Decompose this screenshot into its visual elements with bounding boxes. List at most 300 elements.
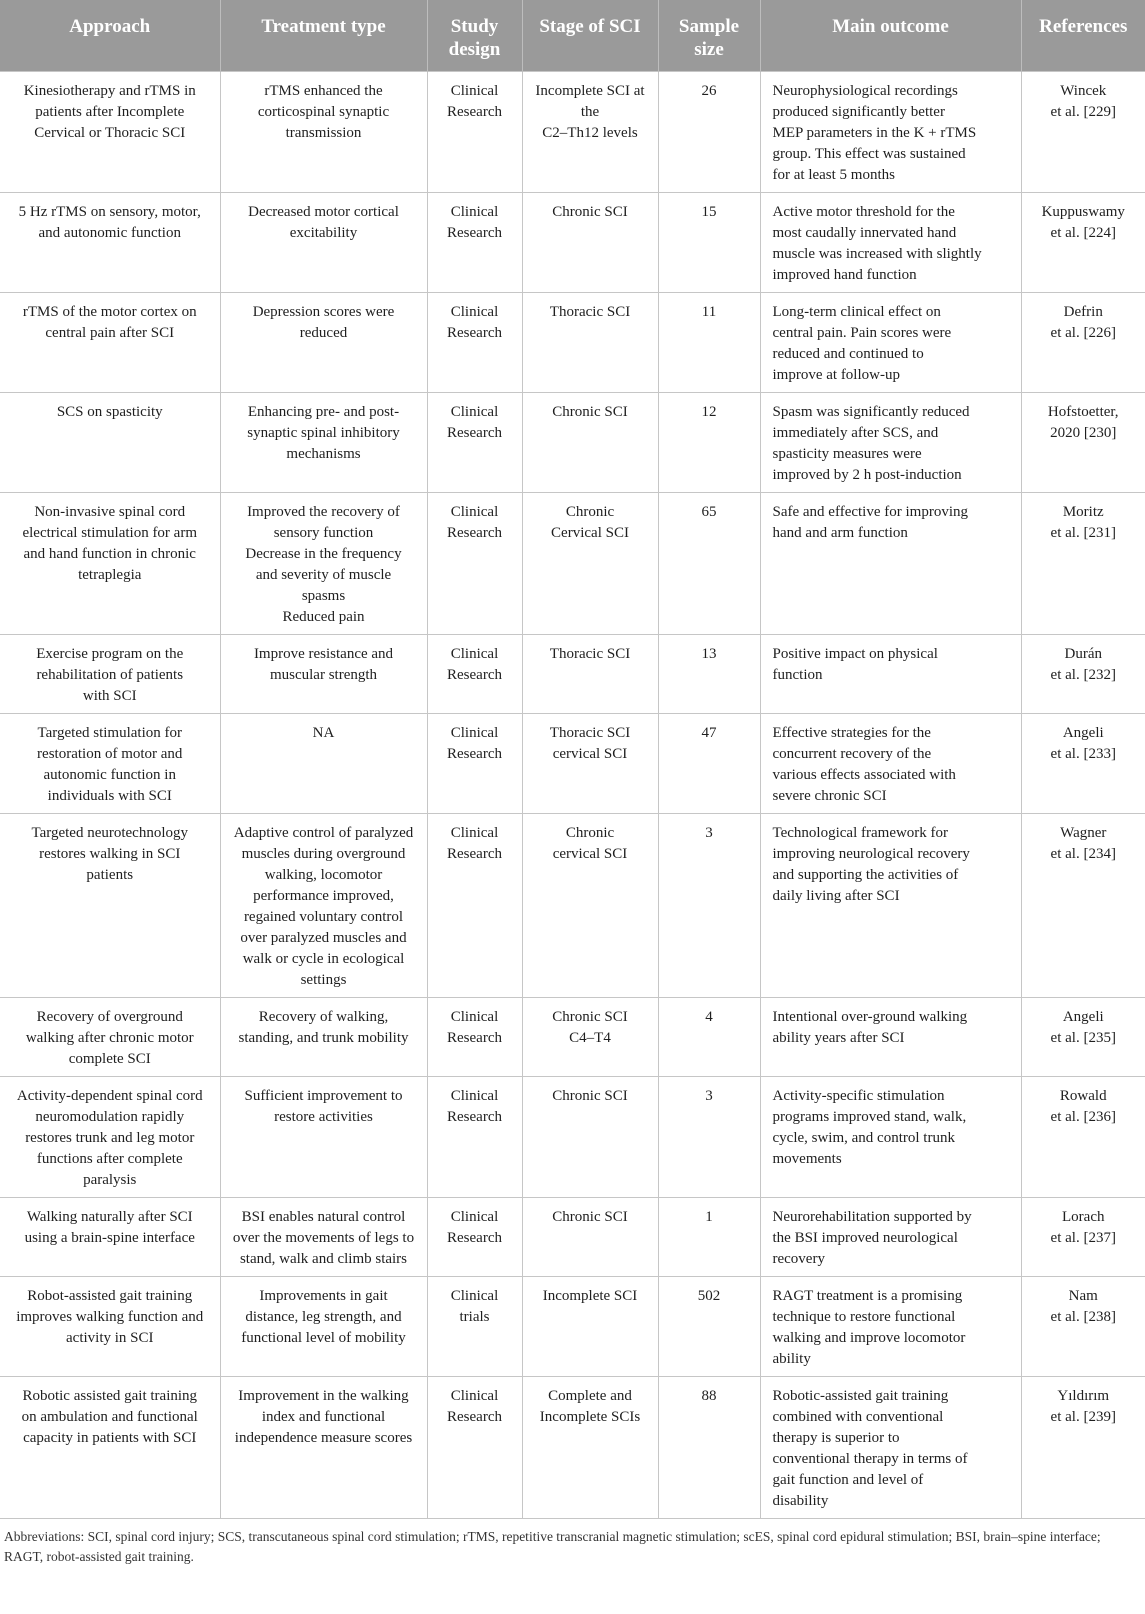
cell-line: Chronic SCI bbox=[552, 204, 628, 220]
cell-line: MEP parameters in the K + rTMS bbox=[772, 125, 977, 141]
study-design-cell bbox=[427, 393, 522, 493]
main-outcome-cell bbox=[760, 293, 1021, 393]
sample-size-cell bbox=[658, 72, 760, 193]
cell-line: Intentional over-ground walking bbox=[772, 1009, 968, 1025]
cell-line: Neurophysiological recordings bbox=[772, 83, 958, 99]
sample-size-cell bbox=[658, 193, 760, 293]
cell-line: Recovery of walking, bbox=[258, 1009, 389, 1025]
cell-line: Clinical bbox=[450, 1388, 499, 1404]
cell-line: movements bbox=[772, 1151, 842, 1167]
cell-line: distance, leg strength, and bbox=[245, 1309, 402, 1325]
cell-line: over paralyzed muscles and bbox=[240, 930, 407, 946]
study-design-cell bbox=[427, 1198, 522, 1277]
cell-line: 47 bbox=[701, 725, 717, 741]
cell-line: combined with conventional bbox=[772, 1409, 944, 1425]
cell-line: Research bbox=[447, 525, 502, 541]
study-design-cell bbox=[427, 1377, 522, 1519]
cell-line: tetraplegia bbox=[78, 567, 142, 583]
stage-cell bbox=[522, 1198, 658, 1277]
cell-line: Research bbox=[447, 104, 502, 120]
stage-cell bbox=[522, 493, 658, 635]
stage-cell bbox=[522, 998, 658, 1077]
cell-line: Decrease in the frequency bbox=[245, 546, 402, 562]
cell-line: Sufficient improvement to bbox=[244, 1088, 403, 1104]
cell-line: Improvements in gait bbox=[259, 1288, 388, 1304]
cell-line: Chronic SCI bbox=[552, 404, 628, 420]
cell-line: 2020 [230] bbox=[1050, 425, 1117, 441]
main-outcome-cell bbox=[760, 193, 1021, 293]
cell-line: corticospinal synaptic bbox=[257, 104, 390, 120]
references-cell bbox=[1021, 72, 1145, 193]
cell-line: with SCI bbox=[82, 688, 137, 704]
cell-line: Research bbox=[447, 425, 502, 441]
approach-cell bbox=[0, 193, 220, 293]
cell-line: Clinical bbox=[450, 1288, 499, 1304]
cell-line: Spasm was significantly reduced bbox=[772, 404, 970, 420]
table-row bbox=[0, 1198, 1145, 1277]
stage-header bbox=[522, 0, 658, 72]
study-design-cell bbox=[427, 72, 522, 193]
approach-cell bbox=[0, 1377, 220, 1519]
cell-line: Activity-specific stimulation bbox=[772, 1088, 945, 1104]
cell-line: Moritz bbox=[1062, 504, 1104, 520]
table-row bbox=[0, 1377, 1145, 1519]
cell-line: Walking naturally after SCI bbox=[26, 1209, 193, 1225]
stage-cell bbox=[522, 714, 658, 814]
cell-line: RAGT treatment is a promising bbox=[772, 1288, 963, 1304]
references-cell bbox=[1021, 193, 1145, 293]
main-outcome-cell bbox=[760, 1277, 1021, 1377]
cell-line: walk or cycle in ecological bbox=[242, 951, 405, 967]
cell-line: et al. [237] bbox=[1050, 1230, 1116, 1246]
treatment-type-cell bbox=[220, 1277, 427, 1377]
cell-line: 13 bbox=[701, 646, 717, 662]
cell-line: individuals with SCI bbox=[47, 788, 172, 804]
main-outcome-cell bbox=[760, 714, 1021, 814]
cell-line: walking, locomotor bbox=[264, 867, 383, 883]
main-outcome-cell bbox=[760, 493, 1021, 635]
cell-line: restore activities bbox=[274, 1109, 373, 1125]
cell-line: improving neurological recovery bbox=[772, 846, 970, 862]
header-line: Stage of SCI bbox=[539, 16, 641, 37]
cell-line: group. This effect was sustained bbox=[772, 146, 966, 162]
cell-line: Research bbox=[447, 746, 502, 762]
cell-line: Clinical bbox=[450, 825, 499, 841]
cell-line: functional level of mobility bbox=[241, 1330, 406, 1346]
cell-line: programs improved stand, walk, bbox=[772, 1109, 967, 1125]
cell-line: Clinical bbox=[450, 646, 499, 662]
cell-line: Research bbox=[447, 667, 502, 683]
cell-line: Cervical or Thoracic SCI bbox=[34, 125, 186, 141]
cell-line: Non-invasive spinal cord bbox=[34, 504, 186, 520]
cell-line: 1 bbox=[705, 1209, 713, 1225]
table-row bbox=[0, 1277, 1145, 1377]
study-design-cell bbox=[427, 1277, 522, 1377]
cell-line: paralysis bbox=[83, 1172, 137, 1188]
cell-line: capacity in patients with SCI bbox=[23, 1430, 197, 1446]
cell-line: Research bbox=[447, 1409, 502, 1425]
cell-line: Clinical bbox=[450, 504, 499, 520]
cell-line: and severity of muscle bbox=[255, 567, 392, 583]
cell-line: index and functional bbox=[261, 1409, 386, 1425]
table-row bbox=[0, 393, 1145, 493]
approach-cell bbox=[0, 72, 220, 193]
table-row bbox=[0, 998, 1145, 1077]
stage-cell bbox=[522, 393, 658, 493]
cell-line: Safe and effective for improving bbox=[772, 504, 968, 520]
cell-line: Clinical bbox=[450, 304, 499, 320]
approach-cell bbox=[0, 293, 220, 393]
cell-line: restores trunk and leg motor bbox=[25, 1130, 195, 1146]
header-line: Study bbox=[450, 16, 499, 37]
cell-line: therapy is superior to bbox=[772, 1430, 900, 1446]
treatment-type-cell bbox=[220, 72, 427, 193]
header-row bbox=[0, 0, 1145, 72]
cell-line: Chronic bbox=[565, 504, 615, 520]
cell-line: Positive impact on physical bbox=[772, 646, 938, 662]
cell-line: Robotic-assisted gait training bbox=[772, 1388, 949, 1404]
cell-line: central pain after SCI bbox=[45, 325, 175, 341]
cell-line: the bbox=[580, 104, 600, 120]
cell-line: various effects associated with bbox=[772, 767, 956, 783]
study-design-cell bbox=[427, 1077, 522, 1198]
approach-cell bbox=[0, 493, 220, 635]
references-header bbox=[1021, 0, 1145, 72]
cell-line: synaptic spinal inhibitory bbox=[247, 425, 400, 441]
cell-line: spasms bbox=[301, 588, 346, 604]
cell-line: improved by 2 h post-induction bbox=[772, 467, 962, 483]
cell-line: gait function and level of bbox=[772, 1472, 924, 1488]
approach-cell bbox=[0, 814, 220, 998]
table-row bbox=[0, 814, 1145, 998]
treatment-type-cell bbox=[220, 393, 427, 493]
cell-line: Chronic SCI bbox=[552, 1088, 628, 1104]
treatment-type-cell bbox=[220, 193, 427, 293]
cell-line: C4–T4 bbox=[569, 1030, 611, 1046]
cell-line: trials bbox=[459, 1309, 490, 1325]
cell-line: Kuppuswamy bbox=[1041, 204, 1125, 220]
table-row bbox=[0, 1077, 1145, 1198]
stage-cell bbox=[522, 293, 658, 393]
treatment-type-header bbox=[220, 0, 427, 72]
cell-line: Activity-dependent spinal cord bbox=[16, 1088, 203, 1104]
stage-cell bbox=[522, 635, 658, 714]
cell-line: Recovery of overground bbox=[36, 1009, 183, 1025]
sample-size-cell bbox=[658, 1198, 760, 1277]
cell-line: electrical stimulation for arm bbox=[22, 525, 197, 541]
references-cell bbox=[1021, 635, 1145, 714]
cell-line: ability years after SCI bbox=[772, 1030, 905, 1046]
cell-line: Effective strategies for the bbox=[772, 725, 931, 741]
cell-line: et al. [233] bbox=[1050, 746, 1116, 762]
cell-line: patients bbox=[86, 867, 134, 883]
cell-line: independence measure scores bbox=[234, 1430, 413, 1446]
treatment-type-cell bbox=[220, 293, 427, 393]
treatment-type-cell bbox=[220, 493, 427, 635]
approach-cell bbox=[0, 1077, 220, 1198]
references-cell bbox=[1021, 1377, 1145, 1519]
cell-line: et al. [238] bbox=[1050, 1309, 1116, 1325]
treatment-type-cell bbox=[220, 1077, 427, 1198]
footnote: Abbreviations: SCI, spinal cord injury; SCS, transcutaneous spinal cord stimulation; rTMS, repetitive transcranial magnetic stimulation; scES, spinal cord epidural stimulation; BSI, brain–spine interface; RAGT, robot-assisted gait training. bbox=[4, 1529, 1101, 1564]
cell-line: Lorach bbox=[1062, 1209, 1105, 1225]
cell-line: Yıldırım bbox=[1057, 1388, 1110, 1404]
approach-cell bbox=[0, 998, 220, 1077]
cell-line: over the movements of legs to bbox=[232, 1230, 415, 1246]
cell-line: rehabilitation of patients bbox=[36, 667, 184, 683]
cell-line: Research bbox=[447, 325, 502, 341]
cell-line: activity in SCI bbox=[66, 1330, 154, 1346]
cell-line: et al. [229] bbox=[1050, 104, 1116, 120]
sample-size-cell bbox=[658, 1077, 760, 1198]
sample-size-cell bbox=[658, 1277, 760, 1377]
cell-line: Kinesiotherapy and rTMS in bbox=[23, 83, 196, 99]
cell-line: Thoracic SCI bbox=[549, 725, 631, 741]
approach-header bbox=[0, 0, 220, 72]
main-outcome-cell bbox=[760, 1198, 1021, 1277]
cell-line: Chronic bbox=[565, 825, 615, 841]
table-row bbox=[0, 635, 1145, 714]
cell-line: muscular strength bbox=[269, 667, 378, 683]
sample-size-cell bbox=[658, 393, 760, 493]
cell-line: Neurorehabilitation supported by bbox=[772, 1209, 972, 1225]
references-cell bbox=[1021, 493, 1145, 635]
cell-line: Clinical bbox=[450, 204, 499, 220]
cell-line: Improve resistance and bbox=[253, 646, 394, 662]
cell-line: regained voluntary control bbox=[243, 909, 404, 925]
approach-cell bbox=[0, 1198, 220, 1277]
cell-line: Clinical bbox=[450, 83, 499, 99]
study-design-cell bbox=[427, 814, 522, 998]
cell-line: restoration of motor and bbox=[37, 746, 183, 762]
cell-line: cervical SCI bbox=[552, 846, 628, 862]
sample-size-cell bbox=[658, 293, 760, 393]
references-cell bbox=[1021, 714, 1145, 814]
cell-line: Decreased motor cortical bbox=[248, 204, 399, 220]
sample-size-cell bbox=[658, 493, 760, 635]
cell-line: cycle, swim, and control trunk bbox=[772, 1130, 955, 1146]
cell-line: Adaptive control of paralyzed bbox=[233, 825, 414, 841]
cell-line: and supporting the activities of bbox=[772, 867, 959, 883]
cell-line: most caudally innervated hand bbox=[772, 225, 957, 241]
references-cell bbox=[1021, 814, 1145, 998]
stage-cell bbox=[522, 193, 658, 293]
cell-line: performance improved, bbox=[253, 888, 394, 904]
cell-line: sensory function bbox=[273, 525, 374, 541]
cell-line: Clinical bbox=[450, 1209, 499, 1225]
cell-line: muscles during overground bbox=[241, 846, 406, 862]
stage-cell bbox=[522, 1277, 658, 1377]
cell-line: 502 bbox=[697, 1288, 721, 1304]
cell-line: severe chronic SCI bbox=[772, 788, 887, 804]
cell-line: Complete and bbox=[548, 1388, 632, 1404]
cell-line: 12 bbox=[701, 404, 717, 420]
cell-line: disability bbox=[772, 1493, 829, 1509]
cell-line: the BSI improved neurological bbox=[772, 1230, 958, 1246]
cell-line: Targeted stimulation for bbox=[37, 725, 182, 741]
cell-line: Robotic assisted gait training bbox=[22, 1388, 198, 1404]
cell-line: rTMS of the motor cortex on bbox=[22, 304, 197, 320]
cell-line: Incomplete SCI at bbox=[535, 83, 645, 99]
cell-line: Defrin bbox=[1063, 304, 1103, 320]
cell-line: Improved the recovery of bbox=[247, 504, 400, 520]
cell-line: immediately after SCS, and bbox=[772, 425, 939, 441]
cell-line: Clinical bbox=[450, 1009, 499, 1025]
approach-cell bbox=[0, 635, 220, 714]
cell-line: autonomic function in bbox=[43, 767, 176, 783]
cell-line: C2–Th12 levels bbox=[542, 125, 638, 141]
cell-line: Research bbox=[447, 1109, 502, 1125]
cell-line: and hand function in chronic bbox=[23, 546, 196, 562]
study-design-cell bbox=[427, 635, 522, 714]
cell-line: improved hand function bbox=[772, 267, 917, 283]
cell-line: for at least 5 months bbox=[772, 167, 895, 183]
cell-line: Research bbox=[447, 1230, 502, 1246]
sample-size-cell bbox=[658, 714, 760, 814]
treatment-type-cell bbox=[220, 1377, 427, 1519]
cell-line: Research bbox=[447, 846, 502, 862]
main-outcome-cell bbox=[760, 998, 1021, 1077]
cell-line: Hofstoetter, bbox=[1047, 404, 1119, 420]
cell-line: 11 bbox=[701, 304, 717, 320]
cell-line: et al. [226] bbox=[1050, 325, 1116, 341]
header-line: Treatment type bbox=[261, 16, 386, 37]
cell-line: Thoracic SCI bbox=[549, 646, 631, 662]
table-row bbox=[0, 714, 1145, 814]
cell-line: improve at follow-up bbox=[772, 367, 900, 383]
cell-line: Exercise program on the bbox=[36, 646, 184, 662]
main-outcome-cell bbox=[760, 635, 1021, 714]
main-outcome-cell bbox=[760, 72, 1021, 193]
cell-line: 5 Hz rTMS on sensory, motor, bbox=[18, 204, 201, 220]
treatment-type-cell bbox=[220, 635, 427, 714]
cell-line: recovery bbox=[772, 1251, 825, 1267]
cell-line: walking and improve locomotor bbox=[772, 1330, 966, 1346]
cell-line: Research bbox=[447, 1030, 502, 1046]
cell-line: Improvement in the walking bbox=[238, 1388, 409, 1404]
header-line: size bbox=[694, 39, 724, 60]
sample-size-cell bbox=[658, 814, 760, 998]
references-cell bbox=[1021, 1277, 1145, 1377]
table-row bbox=[0, 293, 1145, 393]
cell-line: function bbox=[772, 667, 823, 683]
cell-line: transmission bbox=[285, 125, 362, 141]
stage-cell bbox=[522, 814, 658, 998]
cell-line: Rowald bbox=[1059, 1088, 1107, 1104]
references-cell bbox=[1021, 393, 1145, 493]
cell-line: Chronic SCI bbox=[552, 1009, 628, 1025]
cell-line: hand and arm function bbox=[772, 525, 908, 541]
cell-line: daily living after SCI bbox=[772, 888, 900, 904]
treatment-type-cell bbox=[220, 814, 427, 998]
table-body bbox=[0, 72, 1145, 1519]
cell-line: cervical SCI bbox=[552, 746, 628, 762]
cell-line: Angeli bbox=[1062, 1009, 1104, 1025]
cell-line: conventional therapy in terms of bbox=[772, 1451, 968, 1467]
cell-line: Clinical bbox=[450, 1088, 499, 1104]
approach-cell bbox=[0, 393, 220, 493]
cell-line: 26 bbox=[701, 83, 717, 99]
cell-line: et al. [231] bbox=[1050, 525, 1116, 541]
study-design-cell bbox=[427, 998, 522, 1077]
cell-line: Reduced pain bbox=[282, 609, 365, 625]
cell-line: Wincek bbox=[1060, 83, 1107, 99]
approach-cell bbox=[0, 714, 220, 814]
cell-line: 3 bbox=[705, 825, 713, 841]
sample-size-header bbox=[658, 0, 760, 72]
cell-line: Technological framework for bbox=[772, 825, 949, 841]
table-row bbox=[0, 193, 1145, 293]
main-outcome-header bbox=[760, 0, 1021, 72]
cell-line: patients after Incomplete bbox=[35, 104, 185, 120]
study-design-cell bbox=[427, 493, 522, 635]
cell-line: functions after complete bbox=[36, 1151, 183, 1167]
references-cell bbox=[1021, 293, 1145, 393]
header-line: Sample bbox=[678, 16, 740, 37]
cell-line: stand, walk and climb stairs bbox=[239, 1251, 408, 1267]
table-row bbox=[0, 493, 1145, 635]
cell-line: Robot-assisted gait training bbox=[27, 1288, 193, 1304]
cell-line: settings bbox=[300, 972, 347, 988]
cell-line: et al. [236] bbox=[1050, 1109, 1116, 1125]
study-design-cell bbox=[427, 193, 522, 293]
header-line: Main outcome bbox=[832, 16, 949, 37]
cell-line: Clinical bbox=[450, 404, 499, 420]
cell-line: Long-term clinical effect on bbox=[772, 304, 941, 320]
sample-size-cell bbox=[658, 1377, 760, 1519]
cell-line: central pain. Pain scores were bbox=[772, 325, 952, 341]
cell-line: 88 bbox=[701, 1388, 717, 1404]
cell-line: Clinical bbox=[450, 725, 499, 741]
cell-line: neuromodulation rapidly bbox=[35, 1109, 185, 1125]
cell-line: produced significantly better bbox=[772, 104, 945, 120]
cell-line: et al. [239] bbox=[1050, 1409, 1116, 1425]
cell-line: NA bbox=[312, 725, 335, 741]
main-outcome-cell bbox=[760, 1077, 1021, 1198]
cell-line: 65 bbox=[701, 504, 717, 520]
references-cell bbox=[1021, 1077, 1145, 1198]
stage-cell bbox=[522, 72, 658, 193]
cell-line: 4 bbox=[705, 1009, 713, 1025]
header-line: design bbox=[448, 39, 501, 60]
cell-line: Incomplete SCIs bbox=[539, 1409, 641, 1425]
cell-line: et al. [232] bbox=[1050, 667, 1116, 683]
study-design-header bbox=[427, 0, 522, 72]
cell-line: excitability bbox=[289, 225, 358, 241]
cell-line: spasticity measures were bbox=[772, 446, 922, 462]
main-outcome-cell bbox=[760, 1377, 1021, 1519]
cell-line: complete SCI bbox=[68, 1051, 151, 1067]
cell-line: 15 bbox=[701, 204, 717, 220]
cell-line: technique to restore functional bbox=[772, 1309, 956, 1325]
cell-line: SCS on spasticity bbox=[56, 404, 163, 420]
stage-cell bbox=[522, 1077, 658, 1198]
cell-line: Enhancing pre- and post- bbox=[247, 404, 400, 420]
cell-line: et al. [224] bbox=[1050, 225, 1116, 241]
cell-line: reduced bbox=[299, 325, 348, 341]
cell-line: Wagner bbox=[1060, 825, 1107, 841]
cell-line: restores walking in SCI bbox=[39, 846, 181, 862]
main-outcome-cell bbox=[760, 393, 1021, 493]
cell-line: Targeted neurotechnology bbox=[31, 825, 189, 841]
cell-line: Thoracic SCI bbox=[549, 304, 631, 320]
cell-line: improves walking function and bbox=[16, 1309, 204, 1325]
cell-line: et al. [234] bbox=[1050, 846, 1116, 862]
cell-line: Cervical SCI bbox=[551, 525, 629, 541]
cell-line: Incomplete SCI bbox=[542, 1288, 638, 1304]
study-design-cell bbox=[427, 714, 522, 814]
cell-line: Nam bbox=[1068, 1288, 1098, 1304]
